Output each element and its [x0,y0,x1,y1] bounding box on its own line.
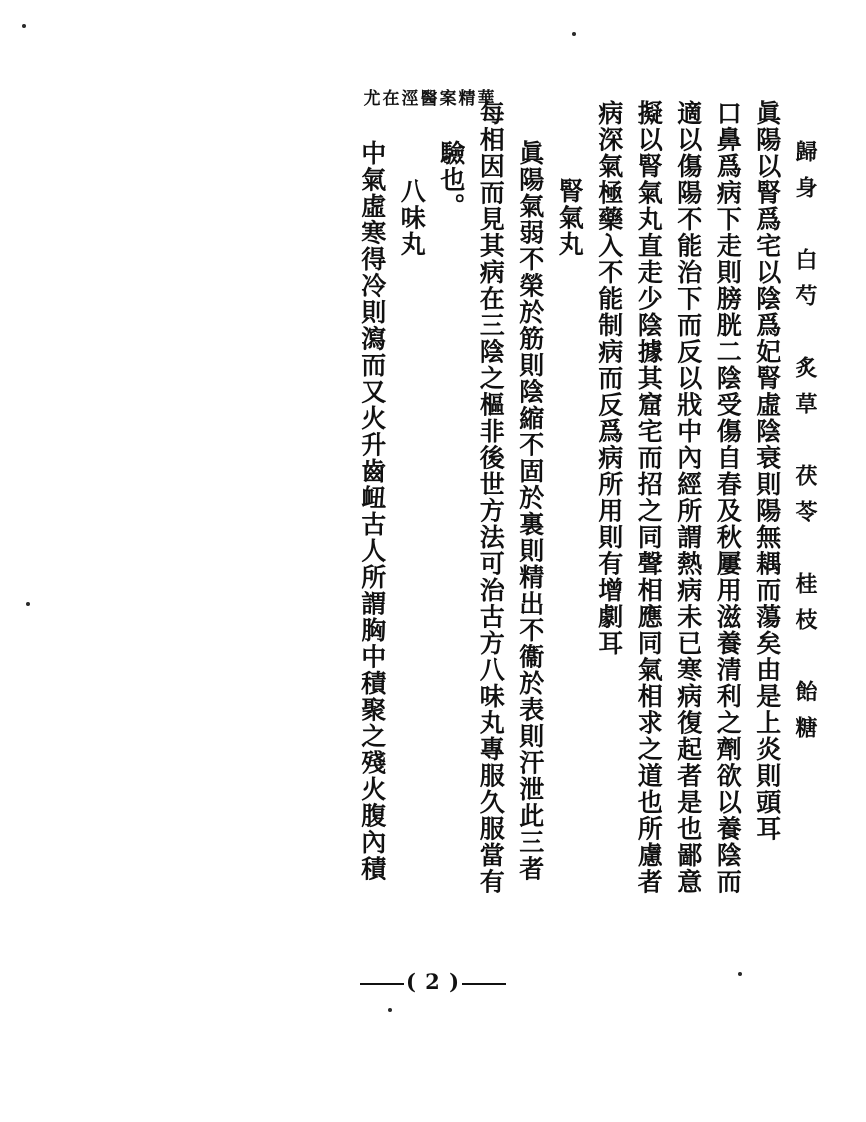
print-mark-top-left [22,24,26,28]
print-mark-top-middle [572,32,576,36]
print-mark-bottom-middle [388,1008,392,1012]
text-column-5: 病深氣極藥入不能制病而反爲病所用則有增劇耳 [594,100,624,657]
page-text-body [60,100,820,970]
text-column-9: 驗也。 [436,140,466,220]
formula-heading-shenqiwan: 腎氣丸 [555,178,585,258]
running-head: 尤在涇醫案精華 [363,89,497,109]
text-column-3: 適以傷陽不能治下而反以戕中內經所謂熱病未已寒病復起者是也鄙意 [673,100,703,895]
page-number [0,969,866,994]
text-column-11: 中氣虛寒得冷則瀉而又火升齒衄古人所謂胸中積聚之殘火腹內積 [357,140,387,882]
text-column-2: 口鼻爲病下走則膀胱二陰受傷自春及秋屢用滋養清利之劑欲以養陰而 [713,100,743,895]
text-column-7: 眞陽氣弱不榮於筋則陰縮不固於裏則精出不衞於表則汗泄此三者 [515,140,545,882]
herb-list-column: 歸身 白芍 炙草 茯苓 桂枝 飴糖 [792,140,818,752]
print-mark-middle-left [26,602,30,606]
text-column-8: 每相因而見其病在三陰之樞非後世方法可治古方八味丸專服久服當有 [476,100,506,895]
text-column-4: 擬以腎氣丸直走少陰據其窟宅而招之同聲相應同氣相求之道也所慮者 [634,100,664,895]
page-number-text: ( 2 ) [405,969,461,994]
formula-heading-bawei-wan: 八味丸 [397,178,427,258]
page-number-rule-left [360,983,404,985]
text-column-1: 眞陽以腎爲宅以陰爲妃腎虛陰衰則陽無耦而蕩矣由是上炎則頭耳 [752,100,782,842]
page-number-rule-right [462,983,506,985]
